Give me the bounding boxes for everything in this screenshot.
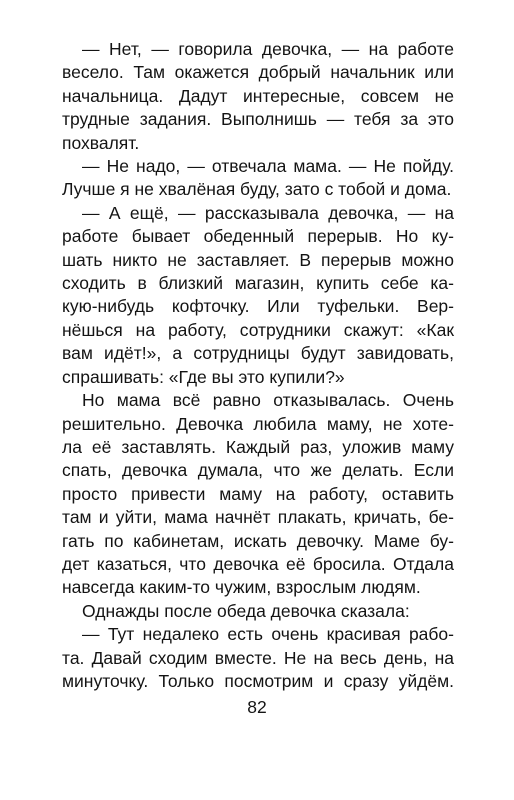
text-line: навсегда каким-то чужим, взрослым людям. <box>62 577 421 598</box>
text-line: работе бывает обеденный перерыв. Но ку- <box>62 226 454 247</box>
text-line: сходить в близкий магазин, купить себе ка- <box>62 273 454 294</box>
text-line: похвалят. <box>62 132 140 153</box>
paragraph <box>62 155 454 202</box>
text-line: нёшься на работу, сотрудники скажут: «Как <box>62 319 454 340</box>
paragraph <box>62 38 454 155</box>
text-line: — Тут недалеко есть очень красивая рабо- <box>82 624 454 645</box>
text-line: та. Давай сходим вместе. Не на весь день, на <box>62 647 454 668</box>
text-line: — Нет, — говорила девочка, — на работе <box>82 39 454 59</box>
body-text <box>62 38 454 693</box>
text-line: — А ещё, — рассказывала девочка, — на <box>82 202 454 223</box>
text-line: гать по кабинетам, искать девочку. Маме бу- <box>62 530 454 551</box>
page-number: 82 <box>247 697 267 717</box>
paragraph <box>62 389 454 600</box>
text-line: спать, девочка думала, что же делать. Если <box>62 460 454 481</box>
text-line: — Не надо, — отвечала мама. — Не пойду. <box>82 156 454 177</box>
paragraph <box>62 623 454 693</box>
text-line: Однажды после обеда девочка сказала: <box>82 600 410 621</box>
text-line: ла её заставлять. Каждый раз, уложив маму <box>62 436 454 457</box>
text-line: начальница. Дадут интересные, совсем не <box>62 85 454 106</box>
text-line: кую-нибудь кофточку. Или туфельки. Вер- <box>62 296 454 317</box>
text-line: спрашивать: «Где вы это купили?» <box>62 366 345 387</box>
text-line: минуточку. Только посмотрим и сразу уйдём. <box>62 670 454 691</box>
text-line: дет казаться, что девочка её бросила. Отдала <box>62 553 454 574</box>
text-line: трудные задания. Выполнишь — тебя за это <box>62 109 454 130</box>
text-line: Но мама всё равно отказывалась. Очень <box>82 390 454 411</box>
text-line: просто привести маму на работу, оставить <box>62 483 454 504</box>
text-line: Лучше я не хвалёная буду, зато с тобой и дома. <box>62 179 452 200</box>
text-line: шать никто не заставляет. В перерыв можно <box>62 249 454 270</box>
text-line: вам идёт!», а сотрудницы будут завидовать, <box>62 343 454 364</box>
text-line: решительно. Девочка любила маму, не хоте- <box>62 413 454 434</box>
paragraph <box>62 600 454 623</box>
text-line: там и уйти, мама начнёт плакать, кричать, бе- <box>62 507 454 528</box>
paragraph <box>62 202 454 389</box>
text-line: весело. Там окажется добрый начальник или <box>62 62 454 83</box>
